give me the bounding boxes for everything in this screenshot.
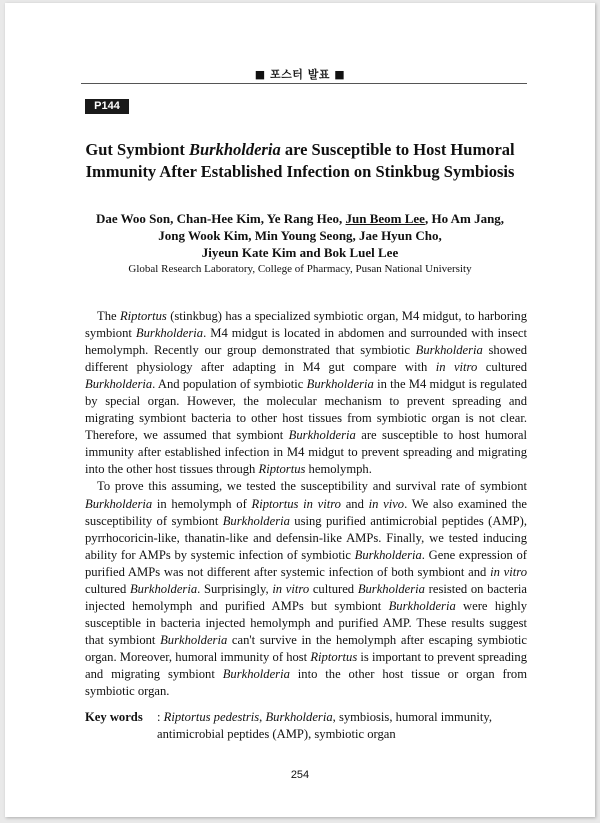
italic-term: Riptortus in vitro <box>251 496 341 511</box>
keywords-label: Key words <box>85 710 143 724</box>
text-run: resisted on bacteria injected hemolymph and purified AMPs but symbiont <box>85 581 528 613</box>
italic-term: Riptortus pedestris <box>163 710 260 724</box>
title-genus: Burkholderia <box>189 140 281 159</box>
text-run: hemolymph. <box>305 462 372 477</box>
text-run: into the other host tissue or organ from symbiotic organ. <box>85 666 527 699</box>
abstract-paragraph-2 <box>85 478 527 700</box>
text-run: . Gene expression of purified AMPs was not different after systemic infection of both symbiont and <box>85 547 527 579</box>
text-run: cultured <box>85 581 130 596</box>
text-run: . And population of symbiotic <box>152 377 307 392</box>
author-line-2: Jong Wook Kim, Min Young Seong, Jae Hyun Cho, <box>158 228 442 243</box>
italic-term: Burkholderia <box>135 326 204 341</box>
text-run: , <box>259 710 266 724</box>
title-line2: Immunity After Established Infection on Stinkbug Symbiosis <box>85 162 515 181</box>
italic-term: Burkholderia <box>222 513 290 528</box>
italic-term: in vitro <box>435 360 478 375</box>
italic-term: Burkholderia <box>415 343 483 358</box>
abstract-body <box>85 308 527 700</box>
text-run: cultured <box>309 581 358 596</box>
italic-term: in vivo <box>368 496 405 511</box>
italic-term: in vitro <box>272 581 310 596</box>
italic-term: Burkholderia <box>265 710 333 724</box>
page-number: 254 <box>290 769 310 781</box>
italic-term: Burkholderia <box>160 632 228 647</box>
paper-page <box>5 3 595 817</box>
affiliation: Global Research Laboratory, College of Pharmacy, Pusan National University <box>128 263 472 275</box>
authors-line1-start: Dae Woo Son, Chan-Hee Kim, Ye Rang Heo, <box>95 211 346 226</box>
authors-line1-end: , Ho Am Jang, <box>424 211 505 226</box>
text-run: The <box>97 309 120 323</box>
keywords <box>85 709 527 743</box>
keywords-list <box>157 709 527 743</box>
running-head: ■ 포스터 발표 ■ <box>254 68 346 81</box>
text-run: : <box>157 710 164 724</box>
text-run: in the M4 midgut is regulated by special organ. However, the molecular mechanism to prevent spreading and migrating symbiont bacteria to other host tissues from symbiotic organ is not clear. Therefore, we assumed that symbiont <box>85 377 527 443</box>
italic-term: Burkholderia <box>85 496 153 511</box>
text-run: using purified antimicrobial peptides (AMP), pyrrhocoricin-like, thanatin-like and defensin-like AMPs. Finally, we tested inducing ability for AMPs by systemic infection of symbiotic <box>85 513 527 562</box>
text-run: , symbiosis, humoral immunity, antimicrobial peptides (AMP), symbiotic organ <box>157 710 493 741</box>
header-rule <box>81 83 527 84</box>
text-run: . M4 midgut is located in abdomen and surrounded with insect hemolymph. Recently our group demonstrated that symbiotic <box>85 326 528 358</box>
text-run: (stinkbug) has a specialized symbiotic organ, M4 midgut, to harboring symbiont <box>85 309 527 341</box>
abstract-paragraph-1 <box>85 308 527 478</box>
italic-term: Burkholderia <box>85 377 153 392</box>
italic-term: Burkholderia <box>129 581 198 596</box>
author-line-3: Jiyeun Kate Kim and Bok Luel Lee <box>201 245 399 260</box>
text-run: showed different physiology after adapting in M4 gut compare with <box>85 343 528 375</box>
author-line-1 <box>75 210 525 227</box>
italic-term: Burkholderia <box>354 547 422 562</box>
title-line1-end: are Susceptible to Host Humoral <box>280 140 515 159</box>
italic-term: Riptortus <box>310 649 358 664</box>
italic-term: in vitro <box>490 564 527 579</box>
text-run: . Surprisingly, <box>197 581 273 596</box>
italic-term: Riptortus <box>119 309 167 323</box>
text-run: and <box>340 496 369 511</box>
text-run: To prove this assuming, we tested the susceptibility and survival rate of symbiont <box>97 479 527 494</box>
text-run: cultured <box>477 360 528 375</box>
presenting-author: Jun Beom Lee <box>345 211 425 226</box>
paper-title <box>65 139 535 183</box>
italic-term: Burkholderia <box>357 581 425 596</box>
author-list <box>75 210 525 261</box>
title-line1-start: Gut Symbiont <box>85 140 189 159</box>
poster-id-badge: P144 <box>85 99 129 114</box>
italic-term: Riptortus <box>258 462 306 477</box>
text-run: can't survive in the hemolymph after escaping symbiotic organ. Moreover, humoral immunity of host <box>85 632 527 664</box>
italic-term: Burkholderia <box>388 598 456 613</box>
text-run: . We also examined the susceptibility of symbiont <box>85 496 528 528</box>
text-run: were highly susceptible in bacteria injected hemolymph and purified AMP. These results suggest that symbiont <box>85 598 528 647</box>
text-run: is important to prevent spreading and migrating symbiont <box>85 649 527 681</box>
italic-term: Burkholderia <box>222 666 290 681</box>
text-run: are susceptible to host humoral immunity after established infection in M4 midgut to prevent spreading and migrating into the other host tissues through <box>85 428 527 477</box>
italic-term: Burkholderia <box>306 377 374 392</box>
text-run: in hemolymph of <box>152 496 252 511</box>
italic-term: Burkholderia <box>288 428 356 443</box>
